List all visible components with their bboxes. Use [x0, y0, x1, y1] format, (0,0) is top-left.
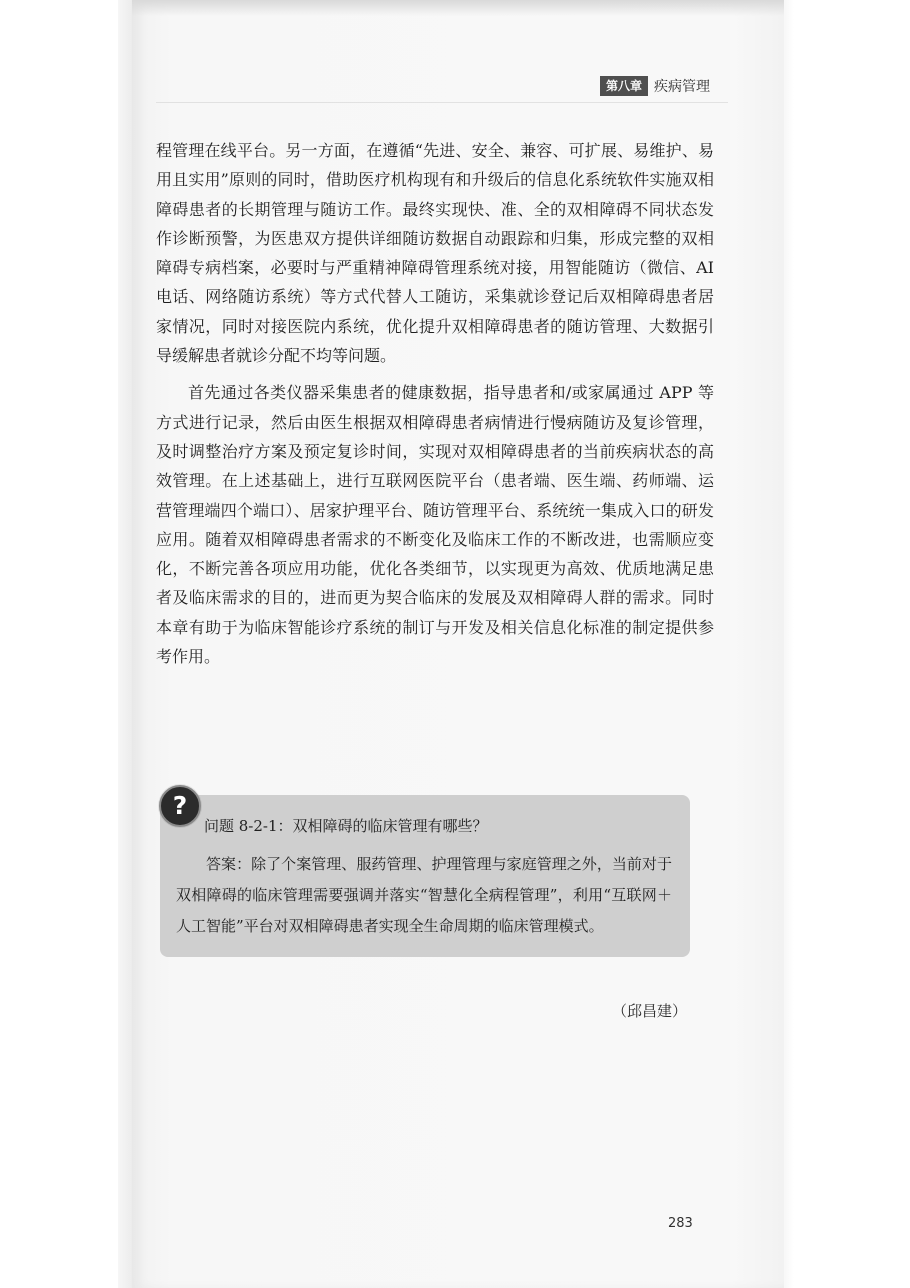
- chapter-tag: 第八章: [600, 76, 648, 96]
- page-right-edge: [784, 0, 794, 1288]
- qa-question: 问题 8-2-1：双相障碍的临床管理有哪些？: [204, 817, 488, 835]
- chapter-header: [600, 76, 710, 96]
- header-divider: [156, 102, 728, 103]
- question-mark-icon: [159, 785, 201, 827]
- body-paragraph-2: 首先通过各类仪器采集患者的健康数据，指导患者和/或家属通过 APP 等方式进行记录，然后由医生根据双相障碍患者病情进行慢病随访及复诊管理，及时调整治疗方案及预定复诊时间，实现对双相障碍患者的当前疾病状态的高效管理。在上述基础上，进行互联网医院平台（患者端、医生端、药师端、运营管理端四个端口）、居家护理平台、随访管理平台、系统统一集成入口的研发应用。随着双相障碍患者需求的不断变化及临床工作的不断改进，也需顺应变化，不断完善各项应用功能，优化各类细节，以实现更为高效、优质地满足患者及临床需求的目的，进而更为契合临床的发展及双相障碍人群的需求。同时本章有助于为临床智能诊疗系统的制订与开发及相关信息化标准的制定提供参考作用。: [156, 383, 714, 667]
- main-text: [156, 136, 714, 671]
- qa-answer: 答案：除了个案管理、服药管理、护理管理与家庭管理之外，当前对于双相障碍的临床管理需要强调并落实“智慧化全病程管理”，利用“互联网＋人工智能”平台对双相障碍患者实现全生命周期的临床管理模式。: [176, 855, 672, 935]
- author-name: （邱昌建）: [612, 1002, 688, 1020]
- page-number: 283: [668, 1216, 693, 1231]
- question-mark-glyph: ?: [172, 791, 188, 820]
- page-top-edge: [132, 0, 784, 16]
- qa-box: [160, 791, 690, 957]
- chapter-title: 疾病管理: [654, 79, 711, 95]
- book-page: [132, 0, 784, 1288]
- body-paragraph-1: 程管理在线平台。另一方面，在遵循“先进、安全、兼容、可扩展、易维护、易用且实用”原则的同时，借助医疗机构现有和升级后的信息化系统软件实施双相障碍患者的长期管理与随访工作。最终实现快、准、全的双相障碍不同状态发作诊断预警，为医患双方提供详细随访数据自动跟踪和归集，形成完整的双相障碍专病档案，必要时与严重精神障碍管理系统对接，用智能随访（微信、AI 电话、网络随访系统）等方式代替人工随访，采集就诊登记后双相障碍患者居家情况，同时对接医院内系统，优化提升双相障碍患者的随访管理、大数据引导缓解患者就诊分配不均等问题。: [156, 141, 714, 366]
